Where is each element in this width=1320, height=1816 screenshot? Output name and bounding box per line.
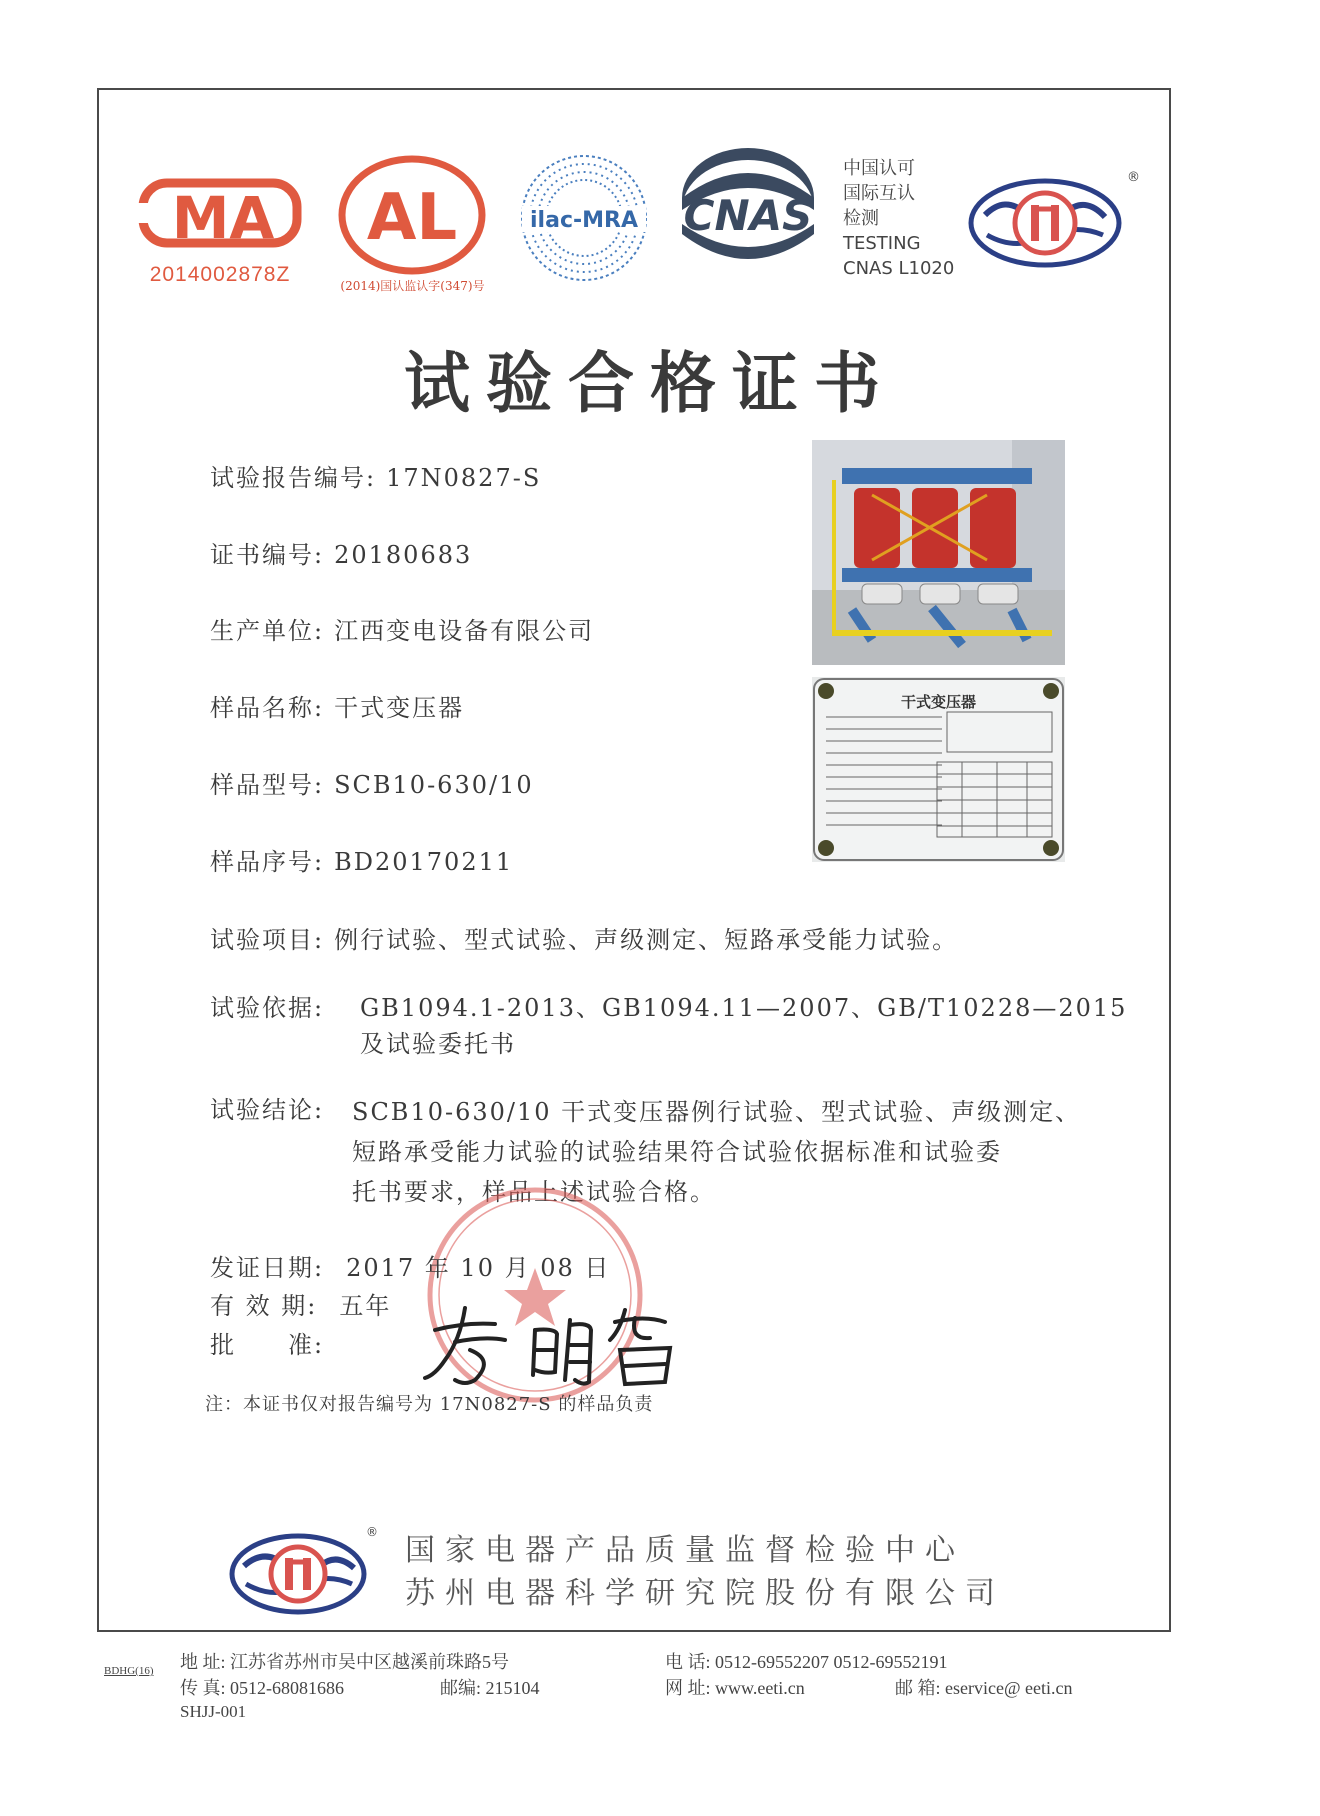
- sample-name-field: [210, 688, 464, 723]
- cma-letters: MA: [171, 184, 275, 252]
- cnas-info-line: CNAS L1020: [843, 258, 955, 279]
- footer-email: 邮 箱: eservice@ eeti.cn: [895, 1678, 1073, 1698]
- field-value-line: 托书要求，样品上述试验合格。: [352, 1178, 716, 1206]
- footer-fax: 传 真: 0512-68081686: [180, 1678, 344, 1698]
- field-label: 试验报告编号:: [210, 464, 377, 492]
- cnas-info-line: 检测: [843, 208, 879, 229]
- approval-field: [210, 1325, 324, 1360]
- manufacturer-field: [210, 611, 594, 646]
- cma-logo: [135, 165, 305, 285]
- field-label: 样品型号:: [210, 771, 325, 799]
- org-name-line2: 苏州电器科学研究院股份有限公司: [405, 1576, 1005, 1611]
- signature: [415, 1300, 695, 1390]
- sample-serial-field: [210, 842, 513, 877]
- field-value: 2017 年 10 月 08 日: [346, 1254, 611, 1282]
- field-value: 五年: [339, 1292, 392, 1320]
- cma-number: 2014002878Z: [149, 263, 291, 286]
- field-label: 试验结论:: [210, 1096, 325, 1124]
- field-value-line: GB1094.1-2013、GB1094.11—2007、GB/T10228—2015: [360, 994, 1128, 1022]
- nameplate-title: 干式变压器: [900, 693, 976, 711]
- footer-postcode: 邮编: 215104: [440, 1678, 540, 1698]
- field-label: 样品名称:: [210, 694, 325, 722]
- report-number-field: [210, 458, 541, 493]
- ilac-text: ilac-MRA: [530, 208, 638, 233]
- validity-field: [210, 1286, 391, 1321]
- issue-date-field: [210, 1248, 610, 1283]
- cnas-logo: [672, 158, 824, 276]
- field-label: 试验依据:: [210, 994, 325, 1022]
- certificate-note: 注：本证书仅对报告编号为 17N0827-S 的样品负责: [205, 1394, 654, 1415]
- cal-letters: AL: [366, 181, 458, 255]
- cnas-info-line: 中国认可: [843, 158, 915, 179]
- cnas-info: [843, 156, 954, 281]
- field-label: 发证日期:: [210, 1254, 325, 1282]
- cqc-logo: [965, 165, 1140, 275]
- field-label: 样品序号:: [210, 848, 325, 876]
- field-value: SCB10-630/10: [334, 771, 534, 799]
- page-title: 试验合格证书: [404, 345, 896, 422]
- footer-phone: 电 话: 0512-69552207 0512-69552191: [665, 1652, 948, 1672]
- sample-model-field: [210, 765, 534, 800]
- certificate-number-field: [210, 535, 472, 570]
- cqc-logo-bottom: [228, 1522, 378, 1618]
- cal-logo: [320, 155, 505, 295]
- field-label: 证书编号:: [210, 541, 325, 569]
- cnas-info-line: 国际互认: [843, 183, 915, 204]
- field-value-line: 短路承受能力试验的试验结果符合试验依据标准和试验委: [352, 1138, 1002, 1166]
- org-name-line1: 国家电器产品质量监督检验中心: [405, 1533, 965, 1568]
- ilac-mra-logo: [518, 152, 650, 284]
- cnas-letters: CNAS: [683, 191, 813, 240]
- field-label: 试验项目:: [210, 926, 325, 954]
- cnas-info-line: TESTING: [843, 233, 921, 254]
- transformer-photo: [812, 440, 1065, 665]
- field-value: 17N0827-S: [386, 464, 542, 492]
- test-items-field: [210, 920, 958, 955]
- registered-mark: ®: [1127, 170, 1140, 185]
- field-label: 有 效 期:: [210, 1292, 318, 1320]
- form-code: BDHG(16): [104, 1665, 154, 1677]
- footer-address: 地 址: 江苏省苏州市吴中区越溪前珠路5号: [180, 1652, 509, 1672]
- registered-mark: ®: [366, 1525, 378, 1539]
- field-value: 江西变电设备有限公司: [334, 617, 595, 645]
- footer-website: 网 址: www.eeti.cn: [665, 1678, 805, 1698]
- nameplate-photo: [812, 677, 1065, 862]
- field-value-line: 及试验委托书: [360, 1030, 516, 1058]
- cal-number: (2014)国认监认字(347)号: [340, 279, 485, 293]
- field-value: 例行试验、型式试验、声级测定、短路承受能力试验。: [334, 926, 959, 954]
- field-value: 干式变压器: [334, 694, 465, 722]
- footer-doc-code: SHJJ-001: [180, 1702, 247, 1721]
- field-label: 批 准:: [210, 1331, 325, 1359]
- field-value-line: SCB10-630/10 干式变压器例行试验、型式试验、声级测定、: [352, 1098, 1082, 1126]
- field-value: 20180683: [334, 541, 473, 569]
- field-label: 生产单位:: [210, 617, 325, 645]
- field-value: BD20170211: [334, 848, 514, 876]
